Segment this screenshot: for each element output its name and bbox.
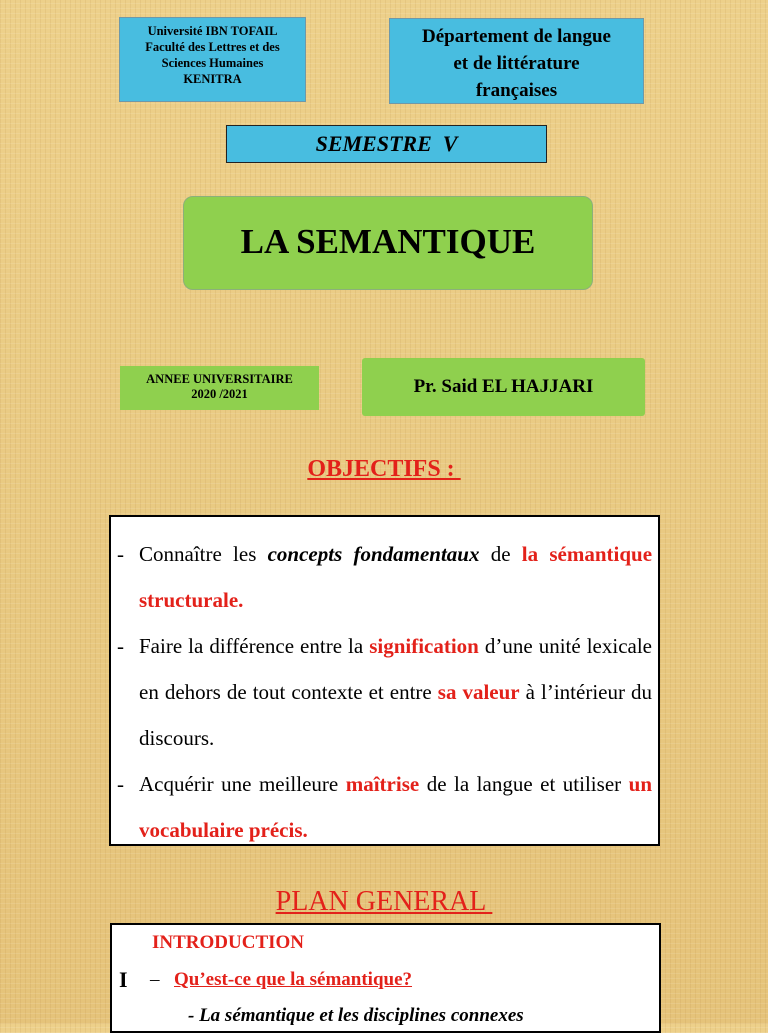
- plan-heading: PLAN GENERAL: [275, 886, 493, 917]
- objective-dash: -: [117, 634, 124, 658]
- objective-item: [111, 761, 658, 853]
- objective-item: [111, 623, 658, 761]
- university-box: [119, 17, 306, 102]
- emphasized-term: concepts fondamentaux: [267, 542, 480, 566]
- objective-item: [111, 531, 658, 623]
- objective-dash: -: [117, 542, 124, 566]
- department-box: [389, 18, 644, 104]
- plan-section-dash: –: [150, 969, 160, 990]
- university-line: Faculté des Lettres et des: [145, 40, 280, 54]
- highlighted-term: maîtrise: [345, 772, 420, 796]
- plan-section-title: Qu’est-ce que la sémantique?: [174, 969, 413, 990]
- objective-text: d’une unité lexicale en dehors de tout contexte et entre: [139, 634, 652, 704]
- objective-text: Faire la différence entre la: [139, 634, 370, 658]
- department-line: Département de langue: [422, 26, 611, 47]
- objective-text: Connaître les: [139, 542, 268, 566]
- plan-box: [110, 923, 661, 1033]
- highlighted-term: sa valeur: [437, 680, 520, 704]
- objective-text: à l’intérieur du discours.: [139, 680, 652, 750]
- professor-name: Pr. Said EL HAJJARI: [362, 358, 645, 416]
- highlighted-term: la sémantique structurale.: [139, 542, 653, 612]
- academic-year-line: 2020 /2021: [191, 387, 248, 401]
- university-line: Sciences Humaines: [161, 56, 264, 70]
- highlighted-term: signification: [369, 634, 479, 658]
- objectives-box: [109, 515, 660, 846]
- objectives-heading: OBJECTIFS :: [307, 456, 461, 482]
- plan-section-number: I: [119, 967, 128, 992]
- plan-subsection: - La sémantique et les disciplines connexes: [188, 1005, 524, 1026]
- university-line: Université IBN TOFAIL: [147, 24, 278, 38]
- department-line: et de littérature: [453, 53, 580, 74]
- objective-text: de: [479, 542, 522, 566]
- objective-text: de la langue et utiliser: [419, 772, 629, 796]
- plan-introduction: INTRODUCTION: [152, 932, 305, 953]
- academic-year-box: [120, 366, 319, 410]
- semester-label: SEMESTRE V: [226, 125, 547, 163]
- objective-text: Acquérir une meilleure: [139, 772, 346, 796]
- university-line: KENITRA: [183, 72, 242, 86]
- department-line: françaises: [475, 80, 558, 101]
- course-title: LA SEMANTIQUE: [183, 196, 593, 290]
- objective-dash: -: [117, 772, 124, 796]
- academic-year-line: ANNEE UNIVERSITAIRE: [146, 372, 293, 386]
- highlighted-term: un vocabulaire précis.: [139, 772, 652, 842]
